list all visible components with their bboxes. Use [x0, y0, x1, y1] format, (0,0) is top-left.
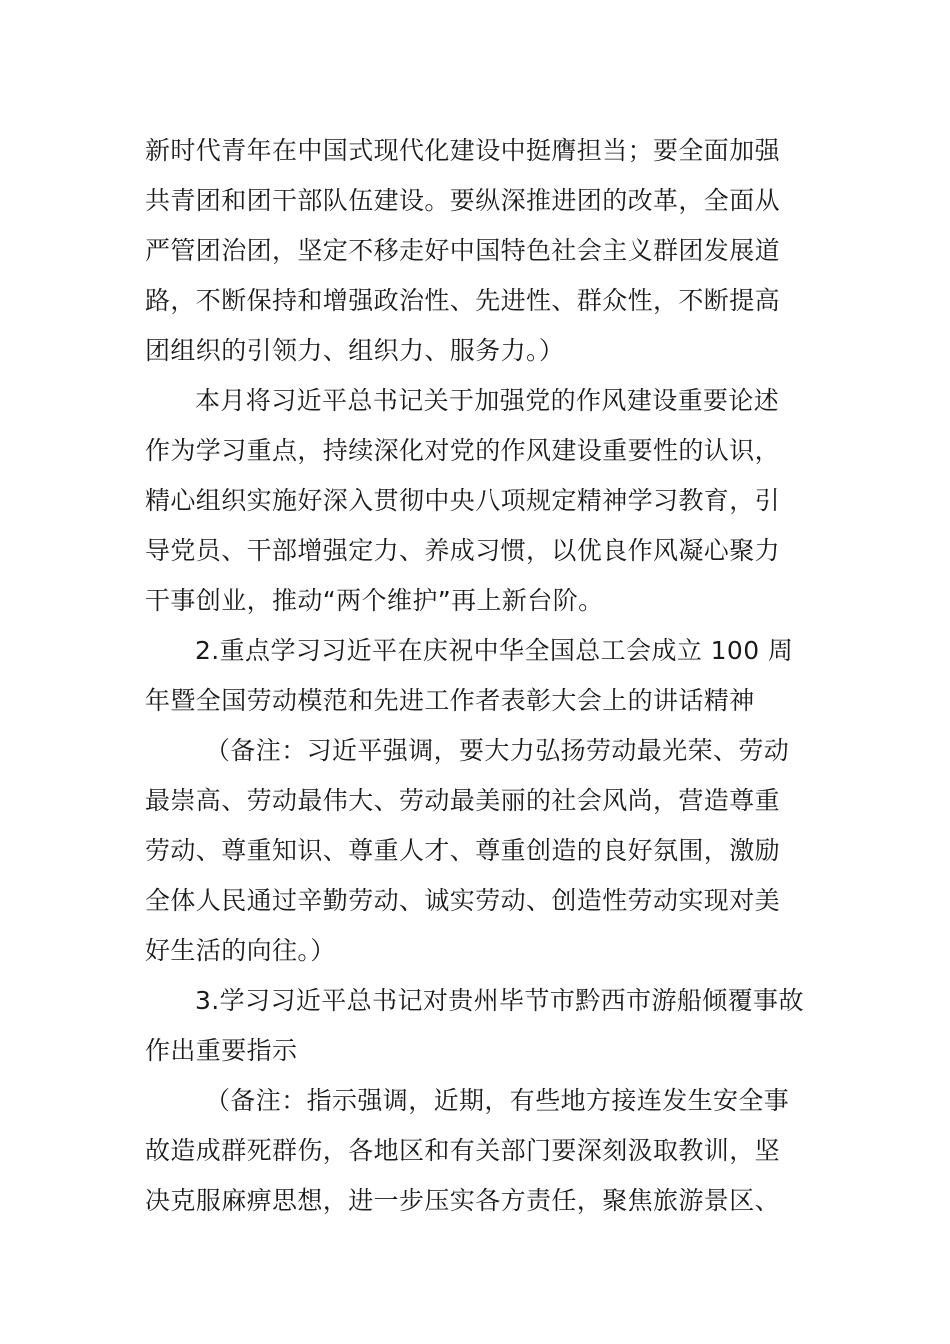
paragraph-continuation [145, 126, 807, 376]
text-line: 好生活的向往。） [145, 936, 336, 965]
note-item-2 [145, 726, 807, 976]
heading-item-2 [145, 626, 807, 726]
text-line: （备注：指示强调，近期，有些地方接连发生安全事 [205, 1086, 790, 1115]
text-line: 导党员、干部增强定力、养成习惯，以优良作风凝心聚力 [145, 536, 781, 565]
text-line: 3.学习习近平总书记对贵州毕节市黔西市游船倾覆事故 [195, 986, 804, 1015]
text-line: 年暨全国劳动模范和先进工作者表彰大会上的讲话精神 [145, 686, 755, 715]
text-line: 2.重点学习习近平在庆祝中华全国总工会成立 100 周 [195, 636, 794, 665]
text-line: 本月将习近平总书记关于加强党的作风建设重要论述 [195, 386, 780, 415]
text-line: 新时代青年在中国式现代化建设中挺膺担当；要全面加强 [145, 136, 781, 165]
text-line: 劳动、尊重知识、尊重人才、尊重创造的良好氛围，激励 [145, 836, 781, 865]
text-line: 决克服麻痹思想，进一步压实各方责任，聚焦旅游景区、 [145, 1186, 781, 1215]
text-line: 精心组织实施好深入贯彻中央八项规定精神学习教育，引 [145, 486, 781, 515]
paragraph-monthly-focus [145, 376, 807, 626]
text-line: 最崇高、劳动最伟大、劳动最美丽的社会风尚，营造尊重 [145, 786, 781, 815]
document-body [145, 126, 807, 1226]
text-line: 干事创业，推动“两个维护”再上新台阶。 [145, 586, 604, 615]
text-line: 全体人民通过辛勤劳动、诚实劳动、创造性劳动实现对美 [145, 886, 781, 915]
text-line: 团组织的引领力、组织力、服务力。） [145, 336, 565, 365]
heading-item-3 [145, 976, 807, 1076]
text-line: 故造成群死群伤，各地区和有关部门要深刻汲取教训，坚 [145, 1136, 781, 1165]
note-item-3 [145, 1076, 807, 1226]
text-line: 作为学习重点，持续深化对党的作风建设重要性的认识， [145, 436, 781, 465]
text-line: （备注：习近平强调，要大力弘扬劳动最光荣、劳动 [205, 736, 790, 765]
text-line: 路，不断保持和增强政治性、先进性、群众性，不断提高 [145, 286, 781, 315]
text-line: 作出重要指示 [145, 1036, 298, 1065]
text-line: 严管团治团，坚定不移走好中国特色社会主义群团发展道 [145, 236, 781, 265]
text-line: 共青团和团干部队伍建设。要纵深推进团的改革，全面从 [145, 186, 781, 215]
